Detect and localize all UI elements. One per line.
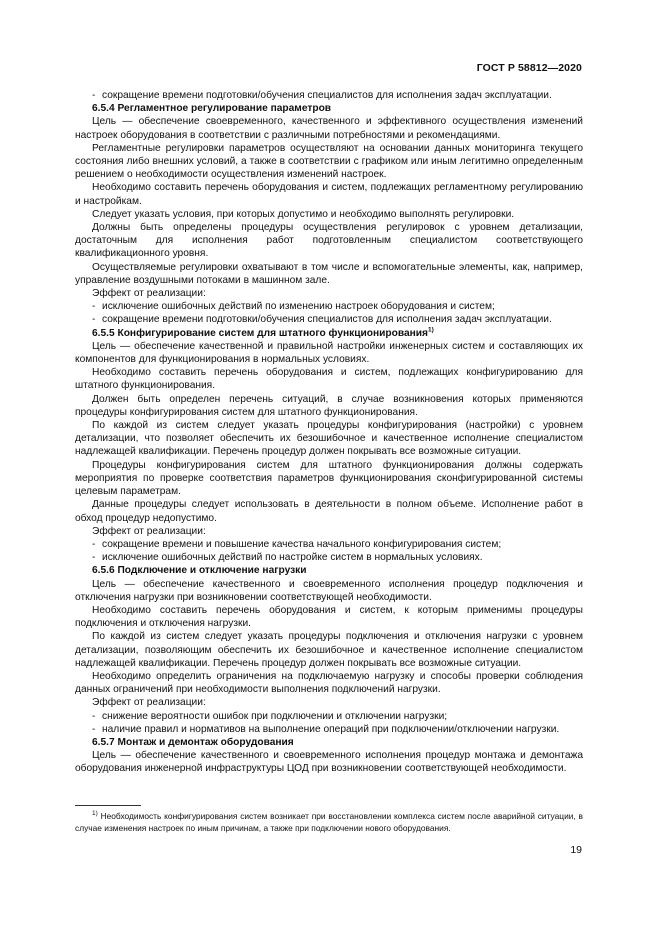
list-item-text: сокращение времени подготовки/обучения специалистов для исполнения задач эксплуатации. [102,314,552,326]
paragraph: Осуществляемые регулировки охватывают в том числе и вспомогательные элементы, как, например, управление воздушными потоками в машинном зале. [75,261,583,286]
section-heading [75,736,583,749]
paragraph: Цель — обеспечение качественного и своевременного исполнения процедур монтажа и демонтажа оборудования инженерной инфраструктуры ЦОД при возникновении соответствующей необходимости. [75,750,583,775]
paragraph: Необходимо определить ограничения на подключаемую нагрузку и способы проверки соблюдения данных ограничений при необходимости выполнения подключений нагрузки. [75,670,583,696]
list-dash: - [92,723,96,735]
footnote-mark: 1) [92,810,98,818]
list-item-text: сокращение времени подготовки/обучения специалистов для исполнения задач эксплуатации. [102,90,552,101]
paragraph: Необходимо составить перечень оборудования и систем, к которым применимы процедуры подключения и отключения нагрузки. [75,604,583,630]
body-text [75,89,583,776]
footnote-reference: 1) [428,326,434,334]
paragraph: Эффект от реализации: [92,525,206,537]
paragraph: По каждой из систем следует указать процедуры подключения и отключения нагрузки с уровнем детализации, позволяющим обеспечить их безошибочное и качественное исполнение специалистом надлежащей квалификации. Перечень процедур должен покрывать все возможные ситуации. [75,631,583,669]
list-item [92,300,583,313]
list-dash: - [92,538,96,550]
paragraph: По каждой из систем следует указать процедуры конфигурирования (настройки) с уровнем детализации, что позволяет обеспечить их безошибочное и качественное исполнение специалистом надлежащей квалификации. Перечень процедур должен покрывать все возможные ситуации. [75,420,583,458]
list-dash: - [92,90,96,101]
section-heading [75,102,583,115]
list-dash: - [92,301,96,313]
paragraph: Данные процедуры следует использовать в деятельности в полном объеме. Исполнение работ в обход процедур недопустимо. [75,499,583,524]
list-item [92,723,583,736]
footnote-text: Необходимость конфигурирования систем возникает при восстановлении комплекса систем после аварийной ситуации, в случае изменения настроек по иным причинам, а также при подключении нового оборудования. [75,811,583,833]
paragraph: Эффект от реализации: [92,288,206,300]
footnote-separator [75,805,141,806]
paragraph: Следует указать условия, при которых допустимо и необходимо выполнять регулировки. [92,208,515,220]
list-item-text: снижение вероятности ошибок при подключении и отключении нагрузки; [102,710,448,722]
paragraph: Необходимо составить перечень оборудования и систем, подлежащих регламентному регулированию и настройкам. [75,182,583,207]
list-dash: - [92,710,96,722]
paragraph: Цель — обеспечение своевременного, качественного и эффективного осуществления изменений настроек оборудования в соответствии с различными потребностями и рекомендациями. [75,116,583,141]
list-item-text: сокращение времени и повышение качества начального конфигурирования систем; [102,538,502,550]
list-item [92,538,583,551]
footnote [75,811,583,834]
paragraph: Должен быть определен перечень ситуаций, в случае возникновения которых применяются процедуры конфигурирования систем для штатного функционирования. [75,393,583,418]
list-item [92,313,583,326]
section-heading [75,327,583,340]
paragraph: Регламентные регулировки параметров осуществляют на основании данных мониторинга текущего состояния либо внешних условий, а также в соответствии с графиком или иным легитимно определенным решением о необходимости осуществления изменений настроек. [75,142,583,181]
list-item-text: исключение ошибочных действий по изменению настроек оборудования и систем; [102,301,495,313]
section-heading-text: 6.5.5 Конфигурирование систем для штатного функционирования [92,327,429,339]
paragraph: Цель — обеспечение качественного и своевременного исполнения процедур подключения и отключения нагрузки при возникновении соответствующей необходимости. [75,578,583,603]
paragraph: Эффект от реализации: [92,697,206,709]
list-dash: - [92,552,96,564]
standard-number: ГОСТ Р 58812—2020 [476,62,582,74]
section-heading-text: 6.5.7 Монтаж и демонтаж оборудования [92,736,294,748]
list-item-text: исключение ошибочных действий по настройке систем в нормальных условиях. [102,552,483,564]
list-item [92,710,583,723]
paragraph: Должны быть определены процедуры осуществления регулировок с уровнем детализации, достаточным для исполнения работ подготовленным специалистом соответствующего квалификационного уровня. [75,222,583,260]
section-heading [75,564,583,577]
list-item [92,551,583,564]
list-item [92,89,583,102]
paragraph: Необходимо составить перечень оборудования и систем, подлежащих конфигурированию для штатного функционирования. [75,367,583,392]
paragraph: Цель — обеспечение качественной и правильной настройки инженерных систем и составляющих их компонентов для функционирования в нормальных условиях. [75,340,583,366]
section-heading-text: 6.5.4 Регламентное регулирование параметров [92,103,332,115]
paragraph: Процедуры конфигурирования систем для штатного функционирования должны содержать мероприятия по проверке соответствия параметров функционирования сконфигурированной системы целевым параметрам. [75,459,583,498]
list-dash: - [92,314,96,326]
list-item-text: наличие правил и нормативов на выполнение операций при подключении/отключении нагрузки. [102,723,560,735]
page-number: 19 [570,844,582,856]
section-heading-text: 6.5.6 Подключение и отключение нагрузки [92,565,307,577]
